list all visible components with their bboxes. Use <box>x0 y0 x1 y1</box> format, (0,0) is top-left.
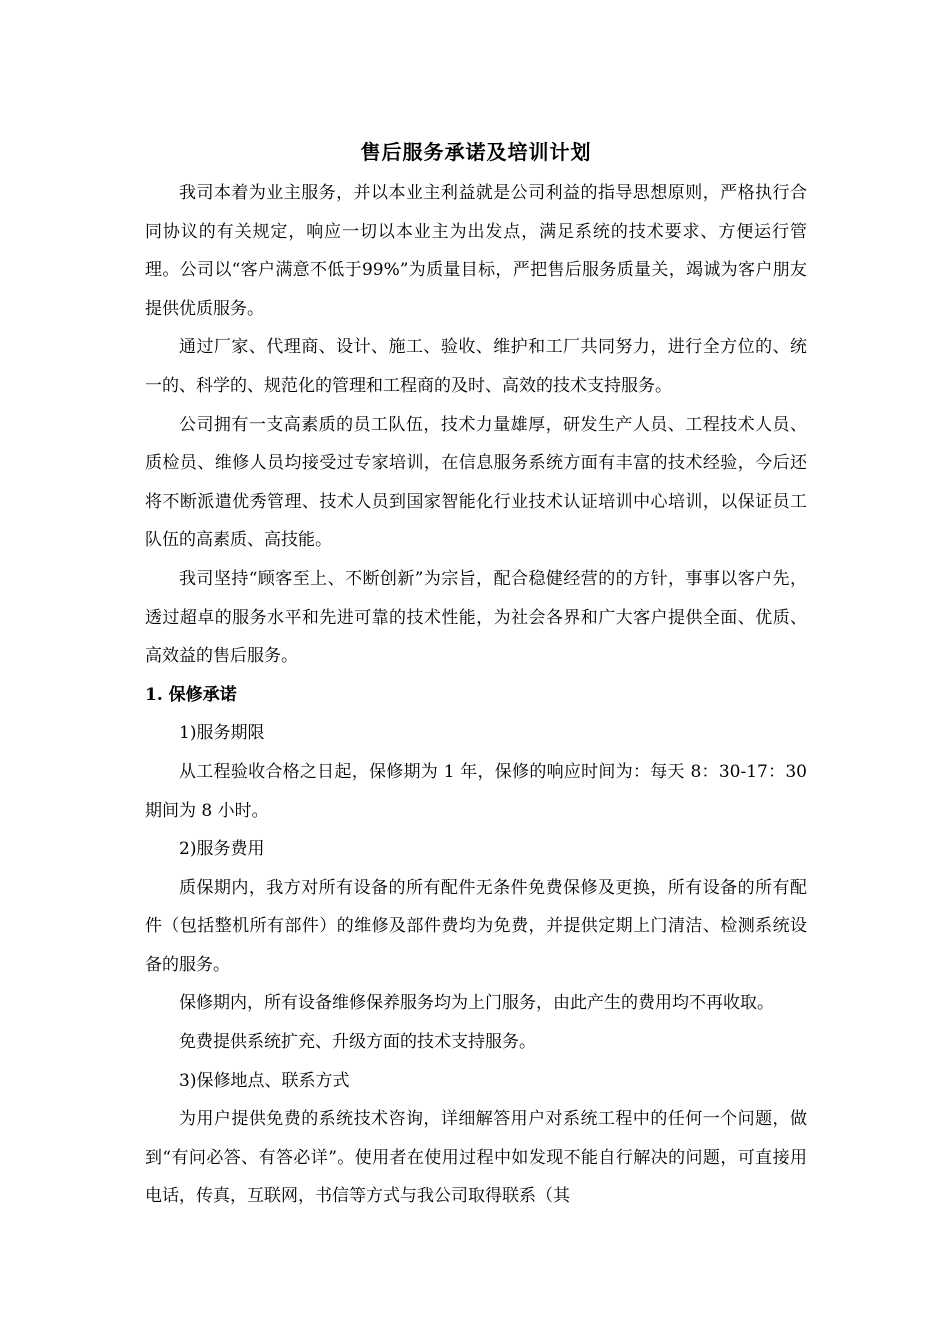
intro-paragraph-3: 公司拥有一支高素质的员工队伍，技术力量雄厚，研发生产人员、工程技术人员、质检员、维修人员均接受过专家培训，在信息服务系统方面有丰富的技术经验，今后还将不断派遣优秀管理、技术人员到国家智能化行业技术认证培训中心培训，以保证员工队伍的高素质、高技能。 <box>145 414 807 551</box>
service-fees-paragraph-1: 质保期内，我方对所有设备的所有配件无条件免费保修及更换，所有设备的所有配件（包括整机所有部件）的维修及部件费均为免费，并提供定期上门清洁、检测系统设备的服务。 <box>145 877 807 975</box>
service-fees-paragraph-3: 免费提供系统扩充、升级方面的技术支持服务。 <box>179 1032 536 1053</box>
intro-paragraph-2: 通过厂家、代理商、设计、施工、验收、维护和工厂共同努力，进行全方位的、统一的、科学的、规范化的管理和工程商的及时、高效的技术支持服务。 <box>145 337 807 396</box>
intro-paragraph-4: 我司坚持“顾客至上、不断创新”为宗旨，配合稳健经营的的方针，事事以客户先，透过超卓的服务水平和先进可靠的技术性能，为社会各界和广大客户提供全面、优质、高效益的售后服务。 <box>145 568 807 667</box>
service-period-text: 从工程验收合格之日起，保修期为 1 年，保修的响应时间为：每天 8：30-17：30 期间为 8 小时。 <box>145 761 807 821</box>
intro-paragraph-1: 我司本着为业主服务，并以本业主利益就是公司利益的指导思想原则，严格执行合同协议的有关规定，响应一切以本业主为出发点，满足系统的技术要求、方便运行管理。公司以“客户满意不低于99%”为质量目标，严把售后服务质量关，竭诚为客户朋友提供优质服务。 <box>145 183 807 319</box>
subheading-service-fees: 2)服务费用 <box>179 839 265 860</box>
section-heading-warranty: 1. 保修承诺 <box>145 684 237 705</box>
subheading-service-period: 1)服务期限 <box>179 723 265 744</box>
document-title: 售后服务承诺及培训计划 <box>360 140 592 164</box>
location-contact-text: 为用户提供免费的系统技术咨询，详细解答用户对系统工程中的任何一个问题，做到“有问必答、有答必详”。使用者在使用过程中如发现不能自行解决的问题，可直接用电话，传真，互联网，书信等方式与我公司取得联系（其 <box>145 1109 807 1207</box>
service-fees-paragraph-2: 保修期内，所有设备维修保养服务均为上门服务，由此产生的费用均不再收取。 <box>179 993 774 1014</box>
subheading-location-contact: 3)保修地点、联系方式 <box>179 1070 350 1091</box>
document-page <box>145 130 807 1216</box>
